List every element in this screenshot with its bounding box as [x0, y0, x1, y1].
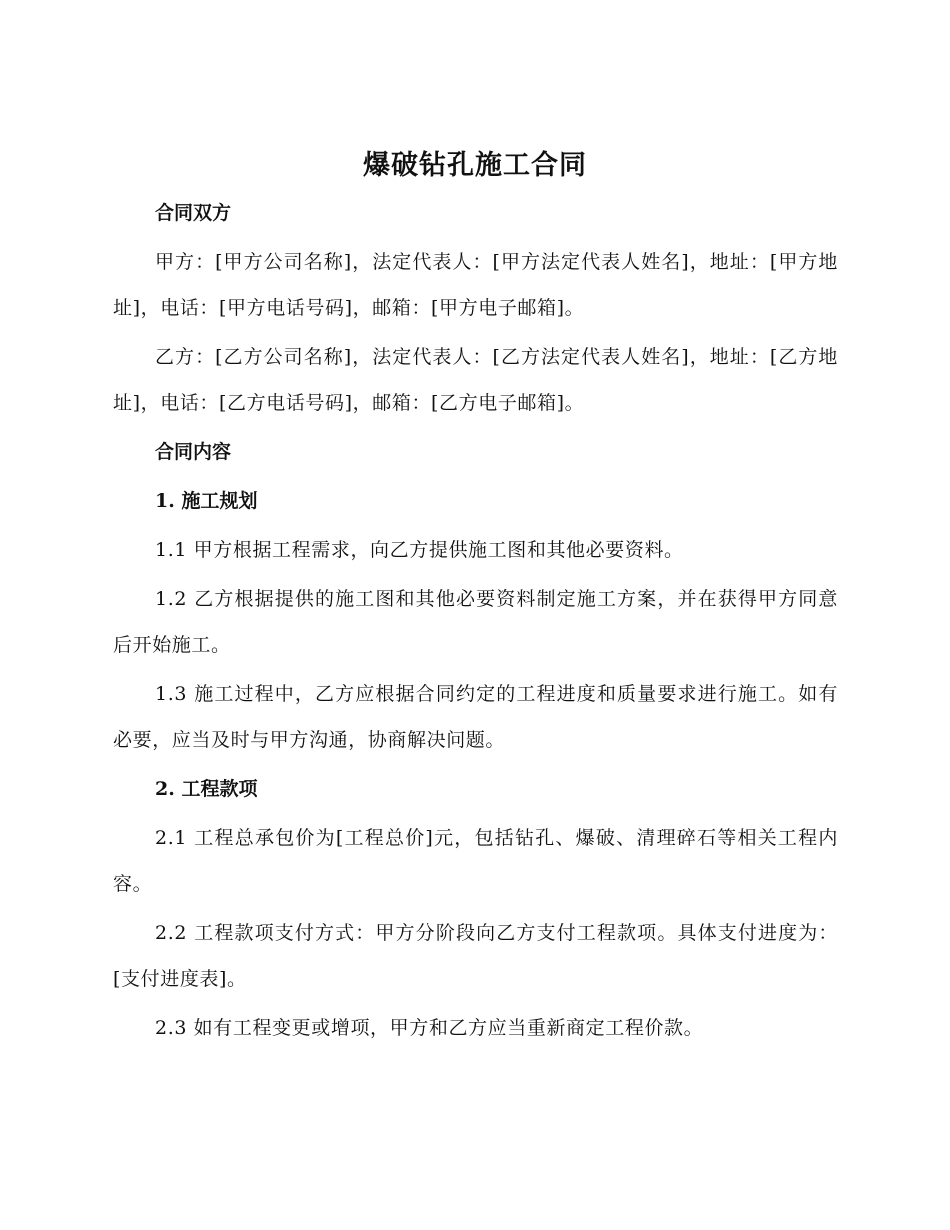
document-body [113, 190, 838, 1051]
document-title: 爆破钻孔施工合同 [363, 150, 587, 181]
clause-2-2: 2.2 工程款项支付方式：甲方分阶段向乙方支付工程款项。具体支付进度为：[支付进度表]。 [113, 922, 838, 990]
clause-1-1: 1.1 甲方根据工程需求，向乙方提供施工图和其他必要资料。 [155, 539, 684, 561]
party-b-paragraph: 乙方：[乙方公司名称]，法定代表人：[乙方法定代表人姓名]，地址：[乙方地址]，电话：[乙方电话号码]，邮箱：[乙方电子邮箱]。 [113, 346, 838, 414]
section-heading-payment: 2. 工程款项 [155, 778, 258, 800]
clause-1-2: 1.2 乙方根据提供的施工图和其他必要资料制定施工方案，并在获得甲方同意后开始施工。 [113, 588, 838, 656]
section-heading-parties: 合同双方 [155, 202, 232, 224]
clause-2-1: 2.1 工程总承包价为[工程总价]元，包括钻孔、爆破、清理碎石等相关工程内容。 [113, 827, 838, 895]
section-heading-contents: 合同内容 [155, 441, 232, 463]
clause-1-3: 1.3 施工过程中，乙方应根据合同约定的工程进度和质量要求进行施工。如有必要，应当及时与甲方沟通，协商解决问题。 [113, 683, 838, 751]
section-heading-planning: 1. 施工规划 [155, 490, 258, 512]
party-a-paragraph: 甲方：[甲方公司名称]，法定代表人：[甲方法定代表人姓名]，地址：[甲方地址]，电话：[甲方电话号码]，邮箱：[甲方电子邮箱]。 [113, 251, 838, 319]
clause-2-3: 2.3 如有工程变更或增项，甲方和乙方应当重新商定工程价款。 [155, 1017, 704, 1039]
